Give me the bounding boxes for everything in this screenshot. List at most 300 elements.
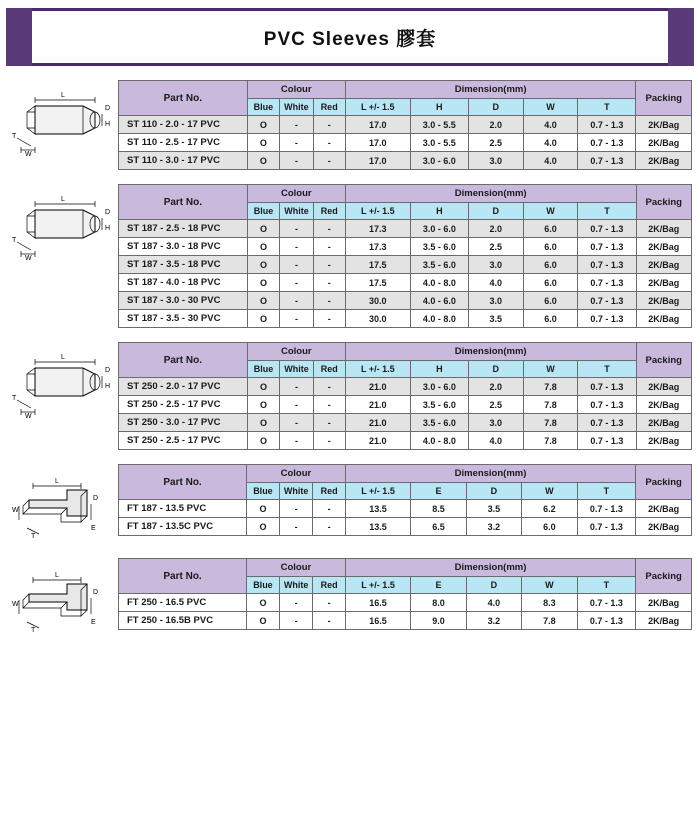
cell-length: 13.5 (345, 500, 410, 518)
cell-length: 30.0 (345, 292, 410, 310)
cell-length: 17.0 (345, 134, 410, 152)
cell-w: 6.0 (523, 310, 578, 328)
cell-t: 0.7 - 1.3 (578, 378, 636, 396)
svg-text:W: W (12, 601, 19, 608)
svg-text:H: H (105, 121, 111, 128)
product-figure (8, 184, 118, 264)
col-header-blue: Blue (247, 361, 280, 378)
col-header-length: L +/- 1.5 (345, 361, 410, 378)
cell-blue: O (247, 274, 280, 292)
cell-red: - (313, 612, 345, 630)
col-header-white: White (280, 361, 313, 378)
cell-red: - (313, 292, 345, 310)
cell-h: 4.0 - 8.0 (410, 310, 468, 328)
svg-text:L: L (55, 572, 59, 579)
table-row (119, 274, 692, 292)
cell-part-no: ST 187 - 3.5 - 18 PVC (119, 256, 248, 274)
table-row (119, 378, 692, 396)
col-header-colour: Colour (247, 465, 346, 483)
cell-t: 0.7 - 1.3 (578, 220, 636, 238)
datasheet-page (0, 8, 700, 638)
cell-packing: 2K/Bag (636, 432, 691, 450)
col-header-dimension: Dimension(mm) (345, 185, 636, 203)
cell-w: 6.0 (523, 238, 578, 256)
svg-text:L: L (61, 196, 65, 203)
cell-red: - (313, 378, 345, 396)
cell-part-no: ST 187 - 3.0 - 30 PVC (119, 292, 248, 310)
col-header-packing: Packing (636, 343, 691, 378)
cell-t: 0.7 - 1.3 (578, 274, 636, 292)
table-row (119, 432, 692, 450)
cell-red: - (313, 414, 345, 432)
cell-red: - (313, 220, 345, 238)
cell-d: 3.0 (468, 292, 523, 310)
cell-length: 17.5 (345, 274, 410, 292)
cell-red: - (313, 274, 345, 292)
cell-w: 6.0 (523, 292, 578, 310)
cell-t: 0.7 - 1.3 (578, 396, 636, 414)
flag-sleeve-h-figure (9, 86, 117, 160)
col-header-white: White (279, 483, 313, 500)
col-header-e: E (411, 483, 466, 500)
spec-table (118, 184, 692, 328)
product-block (8, 184, 692, 328)
table-row (119, 152, 692, 170)
cell-w: 7.8 (523, 378, 578, 396)
cell-white: - (280, 274, 313, 292)
cell-red: - (313, 134, 345, 152)
product-block (8, 464, 692, 544)
svg-text:W: W (25, 151, 32, 158)
col-header-w: W (522, 483, 577, 500)
col-header-w: W (523, 99, 578, 116)
cell-red: - (313, 432, 345, 450)
cell-w: 7.8 (523, 432, 578, 450)
cell-w: 4.0 (523, 152, 578, 170)
col-header-length: L +/- 1.5 (345, 483, 410, 500)
col-header-t: T (578, 361, 636, 378)
svg-text:W: W (12, 507, 19, 514)
cell-part-no: ST 187 - 4.0 - 18 PVC (119, 274, 248, 292)
page-header-banner (6, 8, 694, 66)
cell-part-no: FT 250 - 16.5B PVC (119, 612, 247, 630)
table-row (119, 612, 692, 630)
col-header-blue: Blue (247, 99, 280, 116)
cell-white: - (280, 238, 313, 256)
svg-text:D: D (93, 589, 99, 596)
page-title: PVC Sleeves 膠套 (263, 28, 437, 50)
col-header-colour: Colour (247, 343, 345, 361)
flag-sleeve-h-figure (9, 348, 117, 422)
cell-t: 0.7 - 1.3 (578, 134, 636, 152)
table-row (119, 134, 692, 152)
col-header-colour: Colour (247, 185, 345, 203)
cell-h: 4.0 - 6.0 (410, 292, 468, 310)
svg-text:D: D (105, 105, 111, 112)
svg-text:D: D (105, 367, 111, 374)
cell-packing: 2K/Bag (636, 378, 691, 396)
col-header-t: T (577, 483, 636, 500)
svg-text:W: W (25, 255, 32, 262)
cell-red: - (313, 152, 345, 170)
cell-red: - (313, 116, 345, 134)
col-header-t: T (577, 577, 636, 594)
col-header-h: H (410, 361, 468, 378)
cell-blue: O (247, 256, 280, 274)
cell-w: 6.0 (523, 274, 578, 292)
spec-table (118, 558, 692, 630)
col-header-red: Red (313, 577, 345, 594)
cell-h: 3.0 - 5.5 (410, 134, 468, 152)
cell-length: 16.5 (345, 612, 410, 630)
flag-sleeve-h-figure (9, 190, 117, 264)
cell-t: 0.7 - 1.3 (578, 414, 636, 432)
cell-t: 0.7 - 1.3 (578, 152, 636, 170)
cell-red: - (313, 238, 345, 256)
cell-blue: O (247, 432, 280, 450)
cell-length: 21.0 (345, 396, 410, 414)
cell-part-no: FT 187 - 13.5 PVC (119, 500, 247, 518)
cell-part-no: ST 250 - 3.0 - 17 PVC (119, 414, 248, 432)
cell-length: 21.0 (345, 414, 410, 432)
table-row (119, 220, 692, 238)
cell-d: 2.0 (468, 116, 523, 134)
spec-table-wrapper (118, 342, 692, 450)
cell-d: 2.5 (468, 396, 523, 414)
table-row (119, 256, 692, 274)
col-header-white: White (280, 99, 313, 116)
cell-part-no: FT 187 - 13.5C PVC (119, 518, 247, 536)
cell-packing: 2K/Bag (636, 116, 692, 134)
col-header-dimension: Dimension(mm) (345, 465, 635, 483)
svg-text:E: E (91, 525, 96, 532)
cell-white: - (280, 256, 313, 274)
cell-white: - (279, 500, 313, 518)
col-header-d: D (466, 483, 521, 500)
cell-packing: 2K/Bag (636, 238, 691, 256)
cell-blue: O (247, 518, 280, 536)
svg-text:D: D (105, 209, 111, 216)
cell-h: 3.5 - 6.0 (410, 238, 468, 256)
cell-packing: 2K/Bag (636, 134, 692, 152)
cell-white: - (280, 310, 313, 328)
col-header-length: L +/- 1.5 (345, 99, 410, 116)
svg-text:L: L (61, 354, 65, 361)
cell-d: 3.2 (466, 518, 521, 536)
cell-h: 3.0 - 6.0 (410, 220, 468, 238)
svg-text:T: T (31, 533, 36, 540)
col-header-packing: Packing (636, 559, 692, 594)
cell-blue: O (247, 414, 280, 432)
cell-part-no: FT 250 - 16.5 PVC (119, 594, 247, 612)
cell-blue: O (247, 238, 280, 256)
cell-length: 30.0 (345, 310, 410, 328)
table-row (119, 396, 692, 414)
product-blocks (0, 80, 700, 638)
spec-table (118, 80, 692, 170)
product-block (8, 342, 692, 450)
cell-h: 3.0 - 6.0 (410, 152, 468, 170)
cell-t: 0.7 - 1.3 (578, 310, 636, 328)
cell-h: 3.0 - 6.0 (410, 378, 468, 396)
cell-packing: 2K/Bag (636, 274, 691, 292)
cell-blue: O (247, 396, 280, 414)
col-header-length: L +/- 1.5 (345, 577, 410, 594)
svg-text:E: E (91, 619, 96, 626)
col-header-blue: Blue (247, 483, 280, 500)
svg-text:W: W (25, 413, 32, 420)
cell-blue: O (247, 500, 280, 518)
table-row (119, 238, 692, 256)
cell-length: 17.0 (345, 116, 410, 134)
col-header-e: E (411, 577, 466, 594)
table-row (119, 500, 692, 518)
col-header-d: D (468, 99, 523, 116)
svg-text:L: L (55, 478, 59, 485)
cell-part-no: ST 110 - 2.5 - 17 PVC (119, 134, 248, 152)
cell-red: - (313, 500, 345, 518)
cell-blue: O (247, 292, 280, 310)
cell-blue: O (247, 220, 280, 238)
cell-w: 7.8 (523, 396, 578, 414)
cell-d: 2.5 (468, 134, 523, 152)
spec-table (118, 342, 692, 450)
cell-part-no: ST 110 - 2.0 - 17 PVC (119, 116, 248, 134)
cell-length: 17.3 (345, 238, 410, 256)
cell-length: 16.5 (345, 594, 410, 612)
product-figure (8, 342, 118, 422)
col-header-d: D (468, 361, 523, 378)
spec-table-wrapper (118, 464, 692, 536)
svg-text:L: L (61, 92, 65, 99)
cell-packing: 2K/Bag (636, 292, 691, 310)
cell-t: 0.7 - 1.3 (577, 518, 636, 536)
cell-part-no: ST 250 - 2.5 - 17 PVC (119, 396, 248, 414)
cell-blue: O (247, 134, 280, 152)
cell-packing: 2K/Bag (636, 256, 691, 274)
table-row (119, 292, 692, 310)
col-header-blue: Blue (247, 577, 280, 594)
cell-d: 3.0 (468, 256, 523, 274)
cell-h: 3.5 - 6.0 (410, 414, 468, 432)
table-row (119, 518, 692, 536)
cell-d: 2.0 (468, 378, 523, 396)
cell-t: 0.7 - 1.3 (577, 612, 636, 630)
cell-e: 9.0 (411, 612, 466, 630)
cell-white: - (280, 414, 313, 432)
cell-white: - (280, 134, 313, 152)
col-header-red: Red (313, 99, 345, 116)
spec-table-wrapper (118, 184, 692, 328)
col-header-red: Red (313, 203, 345, 220)
cell-packing: 2K/Bag (636, 414, 691, 432)
cell-d: 4.0 (468, 432, 523, 450)
cell-white: - (280, 152, 313, 170)
cell-length: 17.5 (345, 256, 410, 274)
cell-blue: O (247, 116, 280, 134)
product-figure (8, 80, 118, 160)
cell-d: 3.5 (468, 310, 523, 328)
cell-w: 7.8 (522, 612, 577, 630)
cell-blue: O (247, 152, 280, 170)
cell-h: 3.5 - 6.0 (410, 256, 468, 274)
cell-w: 6.2 (522, 500, 577, 518)
cell-part-no: ST 187 - 3.0 - 18 PVC (119, 238, 248, 256)
cell-packing: 2K/Bag (636, 396, 691, 414)
flat-sleeve-e-figure (9, 564, 117, 638)
cell-packing: 2K/Bag (636, 152, 692, 170)
cell-d: 3.5 (466, 500, 521, 518)
col-header-part-no: Part No. (119, 81, 248, 116)
cell-w: 6.0 (523, 220, 578, 238)
cell-white: - (280, 396, 313, 414)
cell-w: 4.0 (523, 134, 578, 152)
table-row (119, 594, 692, 612)
cell-t: 0.7 - 1.3 (577, 594, 636, 612)
cell-t: 0.7 - 1.3 (578, 116, 636, 134)
col-header-part-no: Part No. (119, 343, 248, 378)
product-block (8, 80, 692, 170)
cell-red: - (313, 256, 345, 274)
svg-text:D: D (93, 495, 99, 502)
spec-table (118, 464, 692, 536)
cell-part-no: ST 250 - 2.5 - 17 PVC (119, 432, 248, 450)
col-header-colour: Colour (247, 559, 346, 577)
cell-red: - (313, 594, 345, 612)
col-header-white: White (279, 577, 313, 594)
cell-t: 0.7 - 1.3 (578, 432, 636, 450)
cell-w: 8.3 (522, 594, 577, 612)
cell-white: - (280, 432, 313, 450)
cell-length: 13.5 (345, 518, 410, 536)
cell-w: 6.0 (523, 256, 578, 274)
cell-white: - (279, 612, 313, 630)
col-header-t: T (578, 203, 636, 220)
table-row (119, 116, 692, 134)
cell-part-no: ST 250 - 2.0 - 17 PVC (119, 378, 248, 396)
cell-blue: O (247, 310, 280, 328)
col-header-w: W (523, 361, 578, 378)
cell-red: - (313, 396, 345, 414)
cell-blue: O (247, 594, 280, 612)
flat-sleeve-e-figure (9, 470, 117, 544)
cell-d: 3.0 (468, 414, 523, 432)
cell-t: 0.7 - 1.3 (578, 256, 636, 274)
cell-length: 17.3 (345, 220, 410, 238)
cell-red: - (313, 518, 345, 536)
cell-white: - (280, 116, 313, 134)
col-header-red: Red (313, 483, 345, 500)
cell-h: 3.5 - 6.0 (410, 396, 468, 414)
cell-d: 2.5 (468, 238, 523, 256)
cell-packing: 2K/Bag (636, 500, 692, 518)
cell-length: 21.0 (345, 432, 410, 450)
cell-t: 0.7 - 1.3 (578, 238, 636, 256)
col-header-blue: Blue (247, 203, 280, 220)
col-header-h: H (410, 203, 468, 220)
spec-table-wrapper (118, 558, 692, 630)
col-header-dimension: Dimension(mm) (345, 559, 635, 577)
cell-d: 2.0 (468, 220, 523, 238)
cell-packing: 2K/Bag (636, 594, 692, 612)
col-header-packing: Packing (636, 81, 692, 116)
table-row (119, 310, 692, 328)
col-header-red: Red (313, 361, 345, 378)
cell-red: - (313, 310, 345, 328)
product-figure (8, 558, 118, 638)
col-header-white: White (280, 203, 313, 220)
col-header-colour: Colour (247, 81, 345, 99)
product-figure (8, 464, 118, 544)
cell-white: - (280, 220, 313, 238)
table-row (119, 414, 692, 432)
cell-white: - (279, 594, 313, 612)
cell-d: 4.0 (466, 594, 521, 612)
col-header-part-no: Part No. (119, 559, 247, 594)
svg-text:H: H (105, 225, 111, 232)
cell-length: 17.0 (345, 152, 410, 170)
cell-e: 8.5 (411, 500, 466, 518)
cell-e: 6.5 (411, 518, 466, 536)
col-header-part-no: Part No. (119, 185, 248, 220)
cell-d: 3.0 (468, 152, 523, 170)
cell-w: 7.8 (523, 414, 578, 432)
cell-part-no: ST 110 - 3.0 - 17 PVC (119, 152, 248, 170)
cell-h: 4.0 - 8.0 (410, 274, 468, 292)
svg-text:T: T (12, 133, 17, 140)
cell-t: 0.7 - 1.3 (578, 292, 636, 310)
col-header-w: W (522, 577, 577, 594)
cell-packing: 2K/Bag (636, 310, 691, 328)
col-header-dimension: Dimension(mm) (345, 343, 636, 361)
cell-h: 3.0 - 5.5 (410, 116, 468, 134)
cell-white: - (279, 518, 313, 536)
col-header-h: H (410, 99, 468, 116)
cell-packing: 2K/Bag (636, 518, 692, 536)
svg-text:T: T (31, 627, 36, 634)
svg-text:T: T (12, 237, 17, 244)
spec-table-wrapper (118, 80, 692, 170)
cell-h: 4.0 - 8.0 (410, 432, 468, 450)
cell-d: 3.2 (466, 612, 521, 630)
cell-w: 6.0 (522, 518, 577, 536)
col-header-dimension: Dimension(mm) (345, 81, 636, 99)
col-header-t: T (578, 99, 636, 116)
col-header-length: L +/- 1.5 (345, 203, 410, 220)
col-header-packing: Packing (636, 465, 692, 500)
product-block (8, 558, 692, 638)
cell-white: - (280, 292, 313, 310)
cell-part-no: ST 187 - 2.5 - 18 PVC (119, 220, 248, 238)
col-header-packing: Packing (636, 185, 691, 220)
svg-text:T: T (12, 395, 17, 402)
cell-length: 21.0 (345, 378, 410, 396)
cell-blue: O (247, 612, 280, 630)
cell-packing: 2K/Bag (636, 220, 691, 238)
svg-text:H: H (105, 383, 111, 390)
cell-blue: O (247, 378, 280, 396)
col-header-d: D (466, 577, 521, 594)
cell-e: 8.0 (411, 594, 466, 612)
cell-packing: 2K/Bag (636, 612, 692, 630)
col-header-w: W (523, 203, 578, 220)
cell-t: 0.7 - 1.3 (577, 500, 636, 518)
col-header-part-no: Part No. (119, 465, 247, 500)
col-header-d: D (468, 203, 523, 220)
cell-part-no: ST 187 - 3.5 - 30 PVC (119, 310, 248, 328)
cell-w: 4.0 (523, 116, 578, 134)
cell-d: 4.0 (468, 274, 523, 292)
